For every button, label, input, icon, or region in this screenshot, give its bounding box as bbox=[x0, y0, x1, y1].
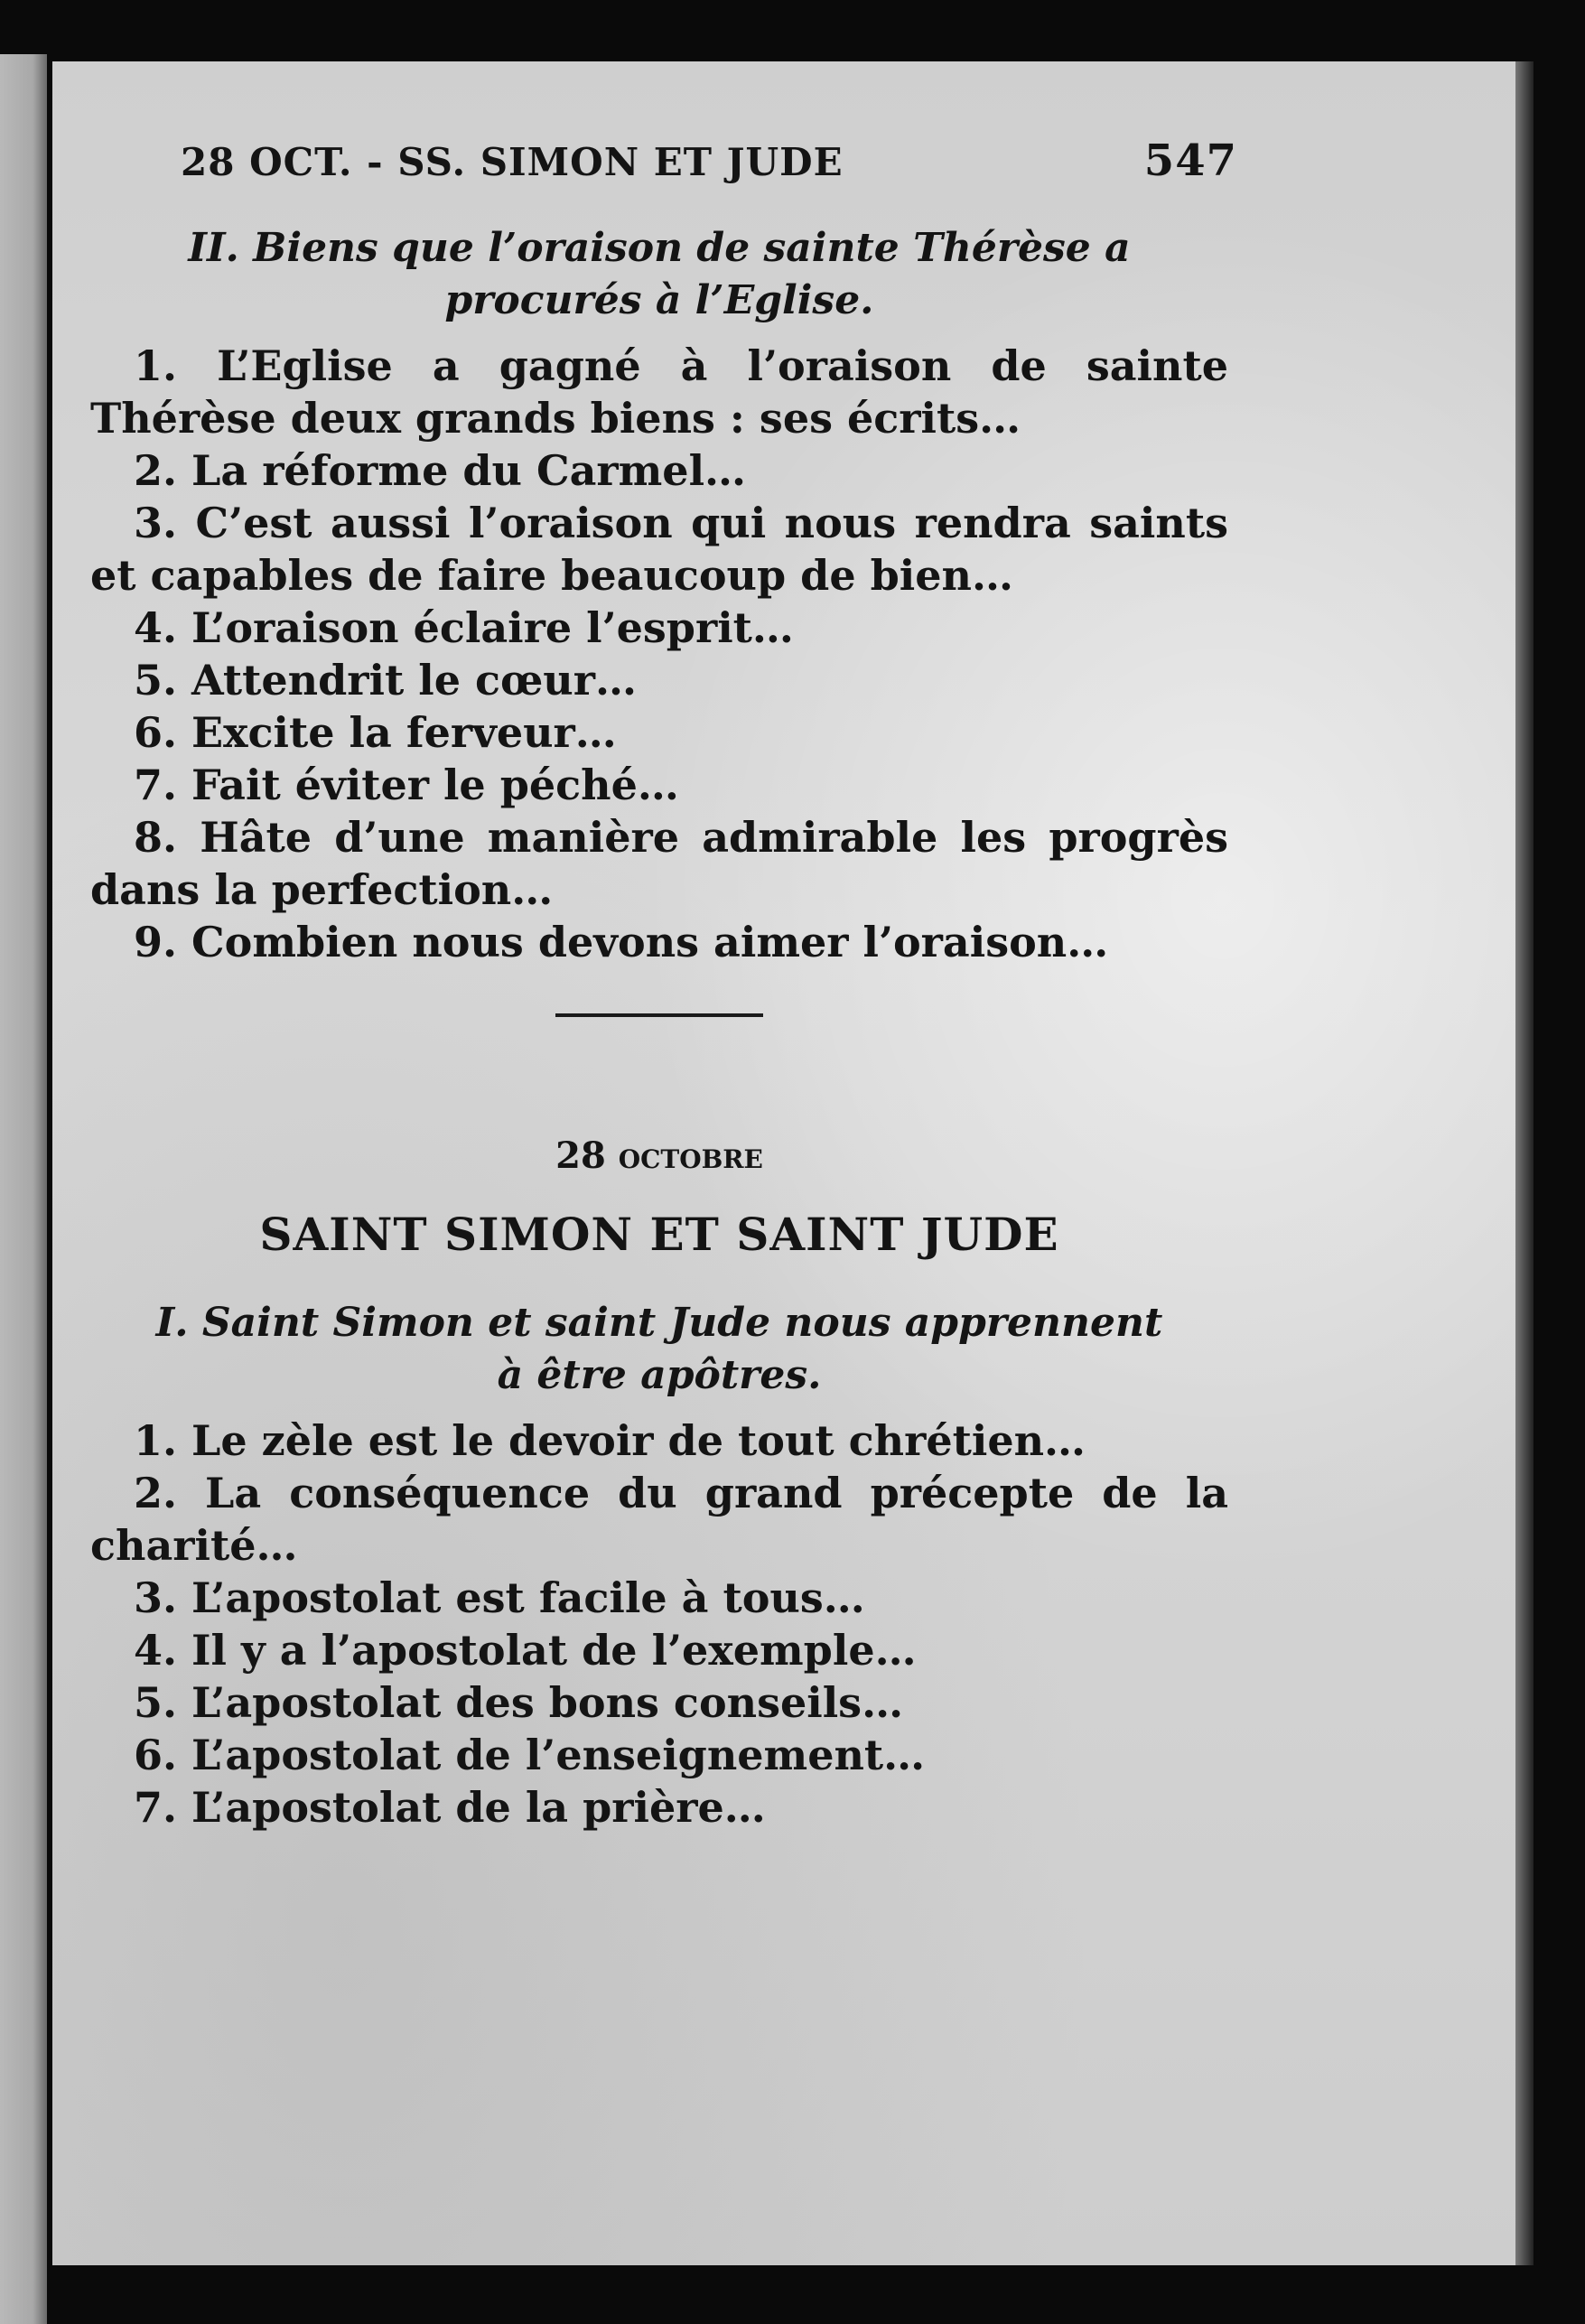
point: 6. Excite la ferveur… bbox=[134, 708, 617, 757]
page-edge-shadow bbox=[1515, 61, 1534, 2265]
section-heading-part-2: II. Biens que l’oraison de sainte Thérèse a procurés à l’Eglise. bbox=[188, 225, 1131, 323]
point: 3. L’apostolat est facile à tous… bbox=[134, 1573, 865, 1622]
point: 4. Il y a l’apostolat de l’exemple… bbox=[134, 1626, 917, 1675]
point: 9. Combien nous devons aimer l’oraison… bbox=[134, 918, 1109, 966]
section-heading-part-1: I. Saint Simon et saint Jude nous apprennent à être apôtres. bbox=[155, 1300, 1163, 1398]
section-divider bbox=[555, 1013, 763, 1017]
point: 7. L’apostolat de la prière… bbox=[134, 1783, 766, 1832]
point: 1. L’Eglise a gagné à l’oraison de sainte Thérèse deux grands biens : ses écrits… bbox=[90, 341, 1228, 443]
point: 2. La conséquence du grand précepte de la charité… bbox=[90, 1469, 1228, 1570]
point: 8. Hâte d’une manière admirable les progrès dans la perfection… bbox=[90, 813, 1228, 914]
feast-date: 28 octobre bbox=[555, 1134, 763, 1177]
point: 6. L’apostolat de l’enseignement… bbox=[134, 1731, 926, 1779]
point: 3. C’est aussi l’oraison qui nous rendra saints et capables de faire beaucoup de bien… bbox=[90, 499, 1228, 600]
point: 2. La réforme du Carmel… bbox=[134, 446, 747, 495]
page-number: 547 bbox=[1143, 135, 1237, 186]
point: 5. Attendrit le cœur… bbox=[134, 656, 637, 705]
facing-page-edge bbox=[0, 54, 47, 2324]
page-text bbox=[90, 135, 1237, 1834]
running-head-title: 28 OCT. - SS. SIMON ET JUDE bbox=[181, 140, 844, 184]
running-head bbox=[181, 135, 1237, 186]
point: 1. Le zèle est le devoir de tout chrétien… bbox=[134, 1416, 1086, 1465]
point: 7. Fait éviter le péché… bbox=[134, 761, 679, 809]
feast-title: SAINT SIMON ET SAINT JUDE bbox=[259, 1208, 1059, 1261]
point: 5. L’apostolat des bons conseils… bbox=[134, 1678, 904, 1727]
point: 4. L’oraison éclaire l’esprit… bbox=[134, 603, 794, 652]
